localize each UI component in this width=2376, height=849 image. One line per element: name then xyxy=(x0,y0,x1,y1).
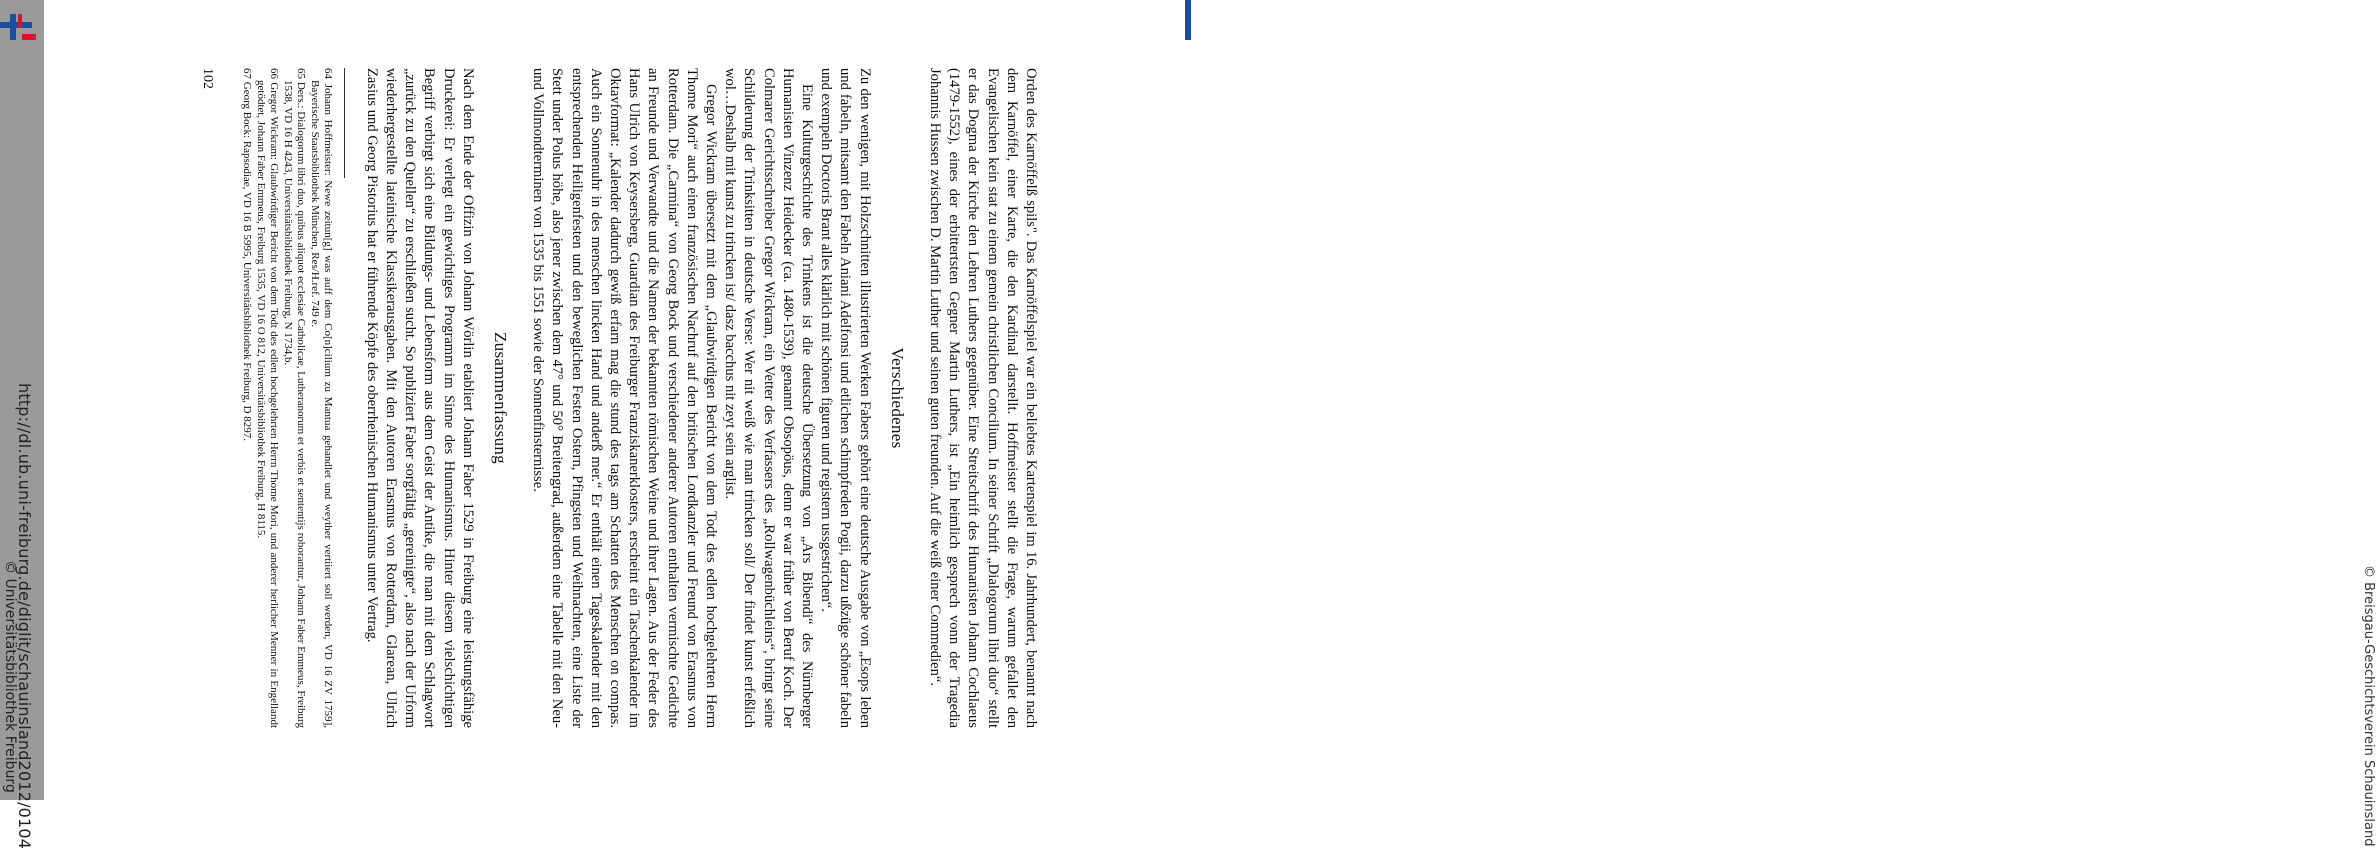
section-heading-verschiedenes: Verschiedenes xyxy=(887,347,907,449)
paragraph-aesop: Zu den wenigen, mit Holzschnitten illustrierten Werken Fabers gehört eine deutsche Ausgabe von „Esops leben und fabeln, mitsamt den Fabeln Aniani Adelfonsi und etlichen schimpfreden Pogii, darzu ußzüge schöner fabeln und exempeln Doctoris Brant alles klärlich mit schönen figuren und registern ussgestrichen“. xyxy=(818,68,873,728)
document-url: http://dl.ub.uni-freiburg.de/diglit/schauinsland2012/0104 xyxy=(15,383,34,849)
viewer-right-panel xyxy=(1182,0,2376,847)
footnote: 66 Gregor Wickram: Glaubwirdiger Bericht von dem Todt des edlen hochgelehrten Herrn Thome Mori, und anderer herlicher Menner in Engellandt getödtet, Johann Faber Emmeus, Freiburg 1535, VD 16 O 812, Universitätsbibliothek Freiburg, H 8115. xyxy=(254,68,281,728)
section-heading-zusammenfassung: Zusammenfassung xyxy=(490,332,510,464)
footnote: 64 Johann Hoffmeister: Newe zeitun[g] was auff dem Co[n]cilium zu Mantua gehandlet und weyther vertiiert soll werden, VD 16 ZV 1759], Bayerische Staatsbibliothek München, Res/H.ref. 749 e. xyxy=(308,68,335,728)
library-copyright: © Universitätsbibliothek Freiburg xyxy=(2,560,18,793)
page-number: 102 xyxy=(200,68,216,89)
publisher-copyright: © Breisgau-Geschichtsverein Schauinsland xyxy=(2361,565,2376,847)
footnote: 67 Georg Bock: Rapsodiae, VD 16 B 5995, Universitätsbibliothek Freiburg, D 8297. xyxy=(240,68,253,442)
library-logo-icon xyxy=(0,14,40,54)
scanned-page xyxy=(90,68,1040,728)
viewer-left-panel xyxy=(0,0,44,849)
footnote: 65 Ders.: Dialogorum libri duo, quibus aliquot ecclesiae Catholicae, Lutheranorum et verbis et sententijs roborantur, Johann Faber Emmeus, Freiburg 1538, VD 16 H 4243, Universitätsbibliothek Freiburg, N 1734,b. xyxy=(281,68,308,728)
paragraph-summary: Nach dem Ende der Offizin von Johann Wörlin etabliert Johann Faber 1529 in Freiburg eine leistungsfähige Druckerei: Er verlegt ein gewichtiges Programm im Sinne des Humanismus. Hinter diesem vielschichtigen Begriff verbirgt sich eine Bildungs- und Lebensform aus dem Geist der Antike, die man mit dem Schlagwort „zurück zu den Quellen“ zu erschließen sucht. So publiziert Faber sorgfältig „gereinigte“, also nach der Urform wiederhergestellte lateinische Klassikerausgaben. Mit den Autoren Erasmus von Rotterdam, Glarean, Ulrich Zasius und Georg Pistorius hat er führende Köpfe des oberrheinischen Humanismus unter Vertrag. xyxy=(363,68,476,728)
intro-paragraph: Orden des Karnöffelß spils". Das Karnöffelspiel war ein beliebtes Kartenspiel im 16. Jahrhundert, benannt nach dem Karnöffel, einer Karte, die den Kardinal darstellt. Hoffmeister stellt die Frage, warum gefallet den Evangelischen kein stat zu einem gemein christlichen Concilium. In seiner Schrift „Dialogorum libri duo“ stellt er das Dogma der Kirche den Lehren Luthers gegenüber. Eine Streitschrift des Humanisten Johann Cochlaeus (1479-1552), eines der erbittertsten Gegner Martin Luthers, ist „Ein heimlich gesprech vonn der Tragedia Johannis Hussen zwischen D. Martin Luther und seinen guten freunden. Auf die weiß einer Commedien“. xyxy=(926,68,1039,728)
paragraph-wickram: Gregor Wickram übersetzt mit dem „Glaubwirdigen Bericht von dem Todt des edlen hochgelehrten Herrn Thome Mori“ auch einen französischen Nachruf auf den britischen Lordkanzler und Freund von Erasmus von Rotterdam. Die „Carmina“ von Georg Bock und verschiedener anderer Autoren enthalten vermischte Gedichte an Freunde und Verwandte und die Namen der bekannten römischen Weine und ihrer Lagen. Aus der Feder des Hans Ulrich von Keysersberg, Guardian des Freiburger Franziskanerklosters, erscheint ein Taschenkalender im Oktavformat: „Kalender dadurch gewiß erfarn mag die stund des tags am Schatten des Menschen on compas. Auch ein Sonnenuhr in des menschen lincken Hand und anderß mer.“ Er enthält einen Tageskalender mit den entsprechenden Heiligenfesten und den beweglichen Festen Ostern, Pfingsten und Weihnachten, eine Liste der Stett under Polus höhe, also jener zwischen dem 47° und 50° Breitengrad, außerdem eine Tabelle mit den Neu- und Vollmondterminen von 1535 bis 1551 sowie der Sonnenfinsternisse. xyxy=(530,68,719,728)
paragraph-trinken: Eine Kulturgeschichte des Trinkens ist die deutsche Übersetzung von „Ars Bibendi“ des Nürnberger Humanisten Vinzenz Heidecker (ca. 1480-1539), genannt Obsopöus, denn er war früher von Beruf Koch. Der Colmarer Gerichtsschreiber Gregor Wickram, ein Vetter des Verfassers des „Rollwagenbüchleins“, bringt seine Schilderung der Trinksitten in deutsche Verse: Wer nit weiß wie man trincken soll/ Der findet kunst erfeßlich wol…Deshalb mit kunst zu trincken ist/ dasz bacchus nit zeyt sein arglist. xyxy=(722,68,815,728)
footnote-divider xyxy=(345,68,346,178)
brand-strip xyxy=(1185,0,1191,40)
